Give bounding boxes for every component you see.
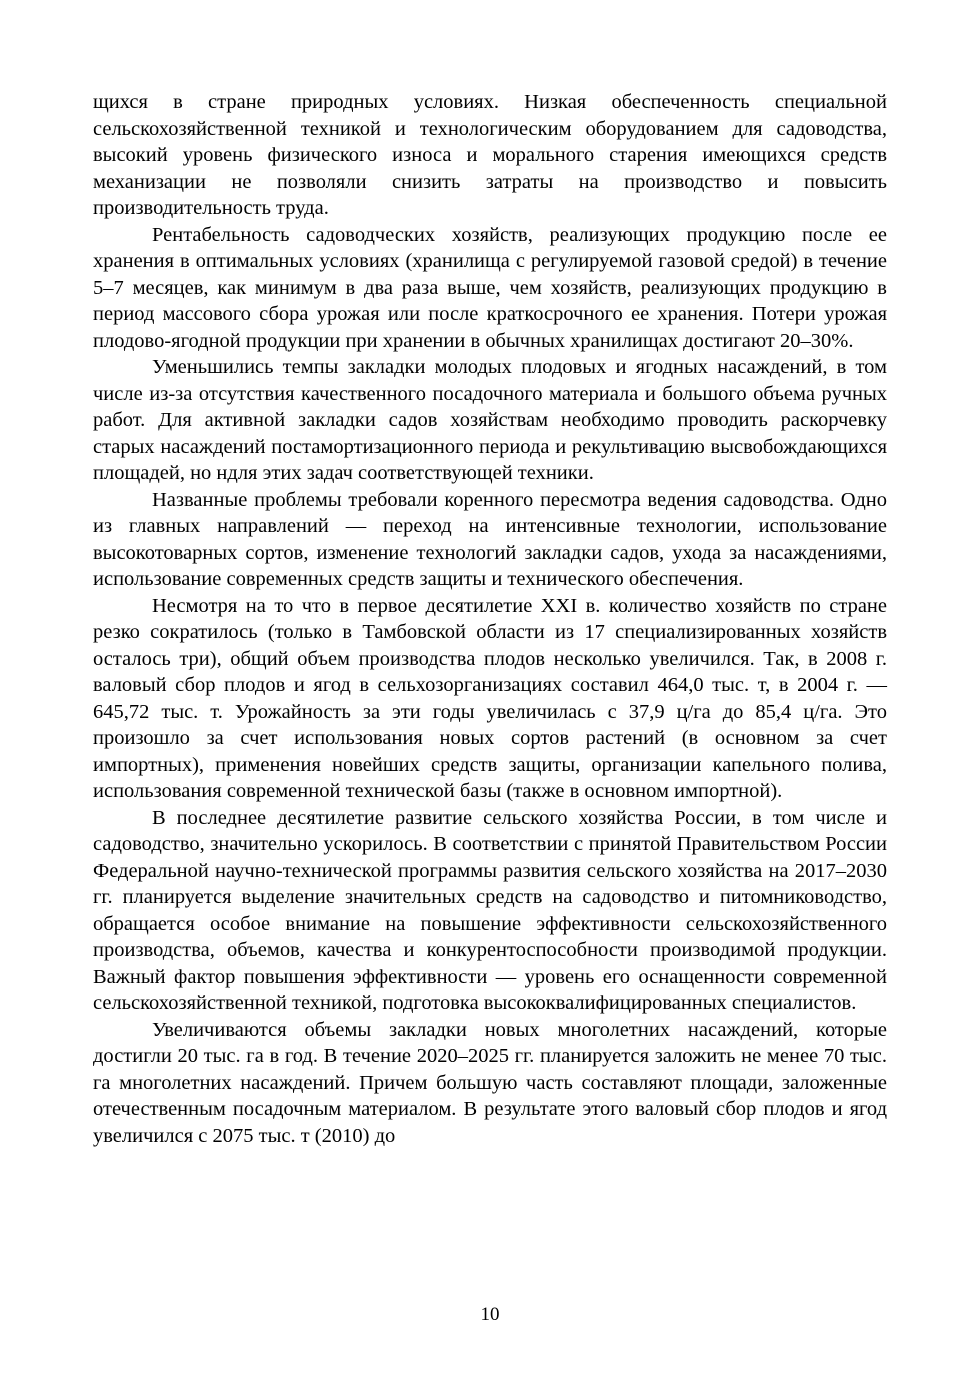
paragraph-4: Названные проблемы требовали коренного пересмотра ведения садоводства. Одно из главных направлений — переход на интенсивные технологии, использование высокотоварных сортов, изменение технологий закладки садов, ухода за насаждениями, использование современных средств защиты и технического обеспечения.: [93, 488, 887, 590]
page-body: [93, 89, 887, 1149]
page-number: 10: [480, 1304, 500, 1325]
paragraph-5: Несмотря на то что в первое десятилетие XXI в. количество хозяйств по стране резко сократилось (только в Тамбовской области из 17 специализированных хозяйств осталось три), общий объем производства плодов несколько увеличился. Так, в 2008 г. валовый сбор плодов и ягод в сельхозорганизациях составил 464,0 тыс. т, в 2004 г. — 645,72 тыс. т. Урожайность за эти годы увеличилась с 37,9 ц/га до 85,4 ц/га. Это произошло за счет использования новых сортов растений (в основном за счет импортных), применения новейших средств защиты, организации капельного полива, использования современной технической базы (также в основном импортной).: [93, 594, 887, 802]
paragraph-3: Уменьшились темпы закладки молодых плодовых и ягодных насаждений, в том числе из-за отсутствия качественного посадочного материала и большого объема ручных работ. Для активной закладки садов хозяйствам необходимо проводить раскорчевку старых насаждений постамортизационного периода и рекультивацию высвобождающихся площадей, но ндля этих задач соответствующей техники.: [93, 356, 887, 484]
paragraph-2: Рентабельность садоводческих хозяйств, реализующих продукцию после ее хранения в оптимальных условиях (хранилища с регулируемой газовой средой) в течение 5–7 месяцев, как минимум в два раза выше, чем хозяйств, реализующих продукцию в период массового сбора урожая или после краткосрочного ее хранения. Потери урожая плодово-ягодной продукции при хранении в обычных хранилищах достигают 20–30%.: [93, 223, 887, 352]
paragraph-6: В последнее десятилетие развитие сельского хозяйства России, в том числе и садоводство, значительно ускорилось. В соответствии с принятой Правительством России Федеральной научно-технической программы развития сельского хозяйства на 2017–2030 гг. планируется выделение значительных средств на садоводство и питомниководство, обращается особое внимание на повышение эффективности сельскохозяйственного производства, объемов, качества и конкурентоспособности производимой продукции. Важный фактор повышения эффективности — уровень его оснащенности современной сельскохозяйственной техникой, подготовка высококвалифицированных специалистов.: [93, 806, 887, 1014]
paragraph-1: щихся в стране природных условиях. Низкая обеспеченность специальной сельскохозяйственной техникой и технологическим оборудованием для садоводства, высокий уровень физического износа и морального старения имеющихся средств механизации не позволяли снизить затраты на производство и повысить производительность труда.: [93, 91, 887, 219]
paragraph-7: Увеличиваются объемы закладки новых многолетних насаждений, которые достигли 20 тыс. га в год. В течение 2020–2025 гг. планируется заложить не менее 70 тыс. га многолетних насаждений. Причем большую часть составляют площади, заложенные отечественным посадочным материалом. В результате этого валовый сбор плодов и ягод увеличился с 2075 тыс. т (2010) до: [93, 1018, 887, 1147]
